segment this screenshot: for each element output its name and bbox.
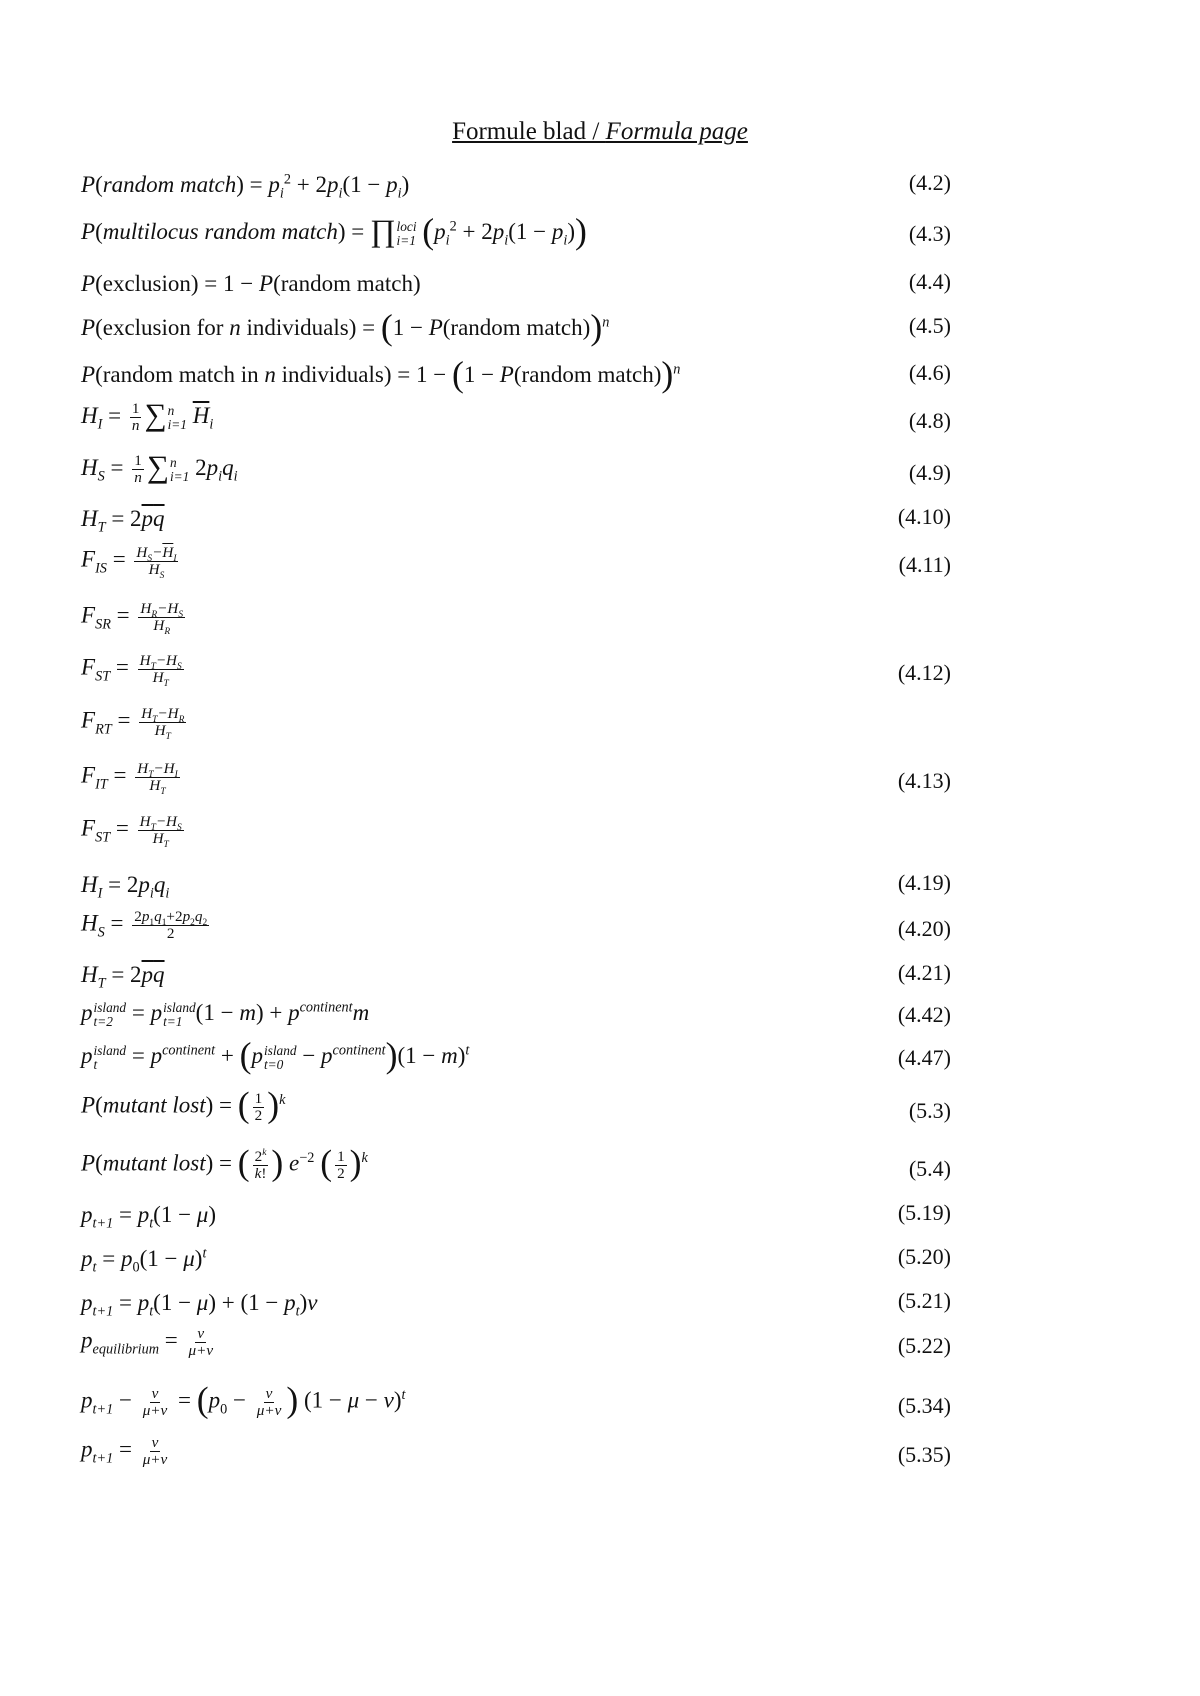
equation-row: [81, 162, 951, 202]
equation-number: (4.42): [897, 1002, 951, 1027]
equation: $p_{t+1}$ − $\frac{\nu}{\mu+\nu}$ = ($p_0$ − $\frac{\nu}{\mu+\nu}$ ) $(1 - \mu - \nu)^t$: [81, 1379, 406, 1420]
equation-row: [81, 396, 951, 440]
equation: P(random match) = $p_i^2 + 2p_i(1 - p_i)$: [81, 171, 410, 202]
equation: $F_{IT}$ = $\frac{H_T-H_I}{H_T}$: [81, 760, 178, 798]
equation: $H_T = 2\overline{p}\overline{q}$: [81, 506, 165, 536]
equation: $F_{ST}$ = $\frac{H_T-H_S}{H_T}$: [81, 652, 182, 690]
equation: $F_{IS}$ = $\frac{H_S-\overline{H}_I}{H_S}$: [81, 544, 177, 582]
equation: $p_t = p_0(1 - \mu)^t$: [81, 1245, 207, 1276]
equation-number: (5.19): [897, 1200, 951, 1225]
equation-number: (4.12): [897, 660, 951, 685]
equation-number: (5.21): [897, 1288, 951, 1313]
equation-row: [81, 600, 951, 640]
equation-number: (4.11): [898, 552, 951, 577]
equation: $p_{equilibrium}$ = $\frac{\nu}{\mu+\nu}$: [81, 1325, 214, 1360]
equation: P(mutant lost) = ( $\frac{1}{2}$ )$^k$: [81, 1084, 286, 1125]
equation: $H_S$ = $\frac{1}{n}$ ∑ n i=1 $2p_iq_i$: [81, 448, 238, 487]
equation-number: (4.3): [908, 221, 951, 246]
equation-row: [81, 1325, 951, 1365]
equation-row: [81, 448, 951, 492]
equation-number: (4.21): [897, 960, 951, 985]
equation-row: [81, 261, 951, 301]
equation: P(random match in n individuals) = 1 − (1 − P(random match))$^n$: [81, 354, 681, 394]
equation-row: [81, 652, 951, 692]
equation: $p_{t+1} = p_t(1 - \mu)$: [81, 1202, 217, 1232]
equation-number: (5.35): [897, 1442, 951, 1467]
equation-number: (4.19): [897, 870, 951, 895]
equation: $H_T = 2\overline{p}\overline{q}$: [81, 962, 165, 992]
equation-row: [81, 813, 951, 853]
equation-number: (5.20): [897, 1244, 951, 1269]
equation-row: [81, 862, 951, 902]
equation-row: [81, 952, 951, 992]
equation-row: [81, 1142, 951, 1188]
equation-number: (4.10): [897, 504, 951, 529]
equation: P(exclusion) = 1 − P(random match): [81, 271, 421, 296]
equation: $p_{t+1} = p_t(1 - \mu) + (1 - p_t)\nu$: [81, 1290, 318, 1320]
equation: $H_I = 2p_iq_i$: [81, 872, 170, 902]
equation-number: (4.4): [908, 269, 951, 294]
equation-number: (5.34): [897, 1393, 951, 1418]
equation-number: (4.8): [908, 408, 951, 433]
equation-row: [81, 1084, 951, 1130]
equation-row: [81, 544, 951, 584]
equation-row: [81, 908, 951, 948]
equation-row: [81, 1034, 951, 1077]
equation: p island t = $p^{continent} + (p$ island t=0 − $p^{continent})(1 - m)^t$: [81, 1034, 470, 1075]
equation: p island t=2 = p island t=1 $(1 - m) + p^{continent}m$: [81, 999, 370, 1029]
equation-row: [81, 305, 951, 345]
equation-row: [81, 705, 951, 745]
equation-number: (4.9): [908, 460, 951, 485]
equation-number: (4.2): [908, 170, 951, 195]
equation: $H_I$ = $\frac{1}{n}$ ∑ n i=1 $\overline{H}_i$: [81, 396, 214, 435]
equation: $F_{RT}$ = $\frac{H_T-H_R}{H_T}$: [81, 705, 185, 743]
equation-number: (5.22): [897, 1333, 951, 1358]
equation-row: [81, 496, 951, 536]
equation-number: (4.13): [897, 768, 951, 793]
equation-number: (4.6): [908, 360, 951, 385]
equation-row: [81, 1434, 951, 1474]
equation: $p_{t+1}$ = $\frac{\nu}{\mu+\nu}$: [81, 1434, 168, 1469]
equation-row: [81, 1236, 951, 1276]
equation-row: [81, 1379, 951, 1425]
equation-row: [81, 210, 951, 253]
equation: P(mutant lost) = ( $\frac{2^k}{k!}$ ) $e^{-2}$ ( $\frac{1}{2}$ )$^k$: [81, 1142, 368, 1183]
equation-row: [81, 760, 951, 800]
equation-number: (4.47): [897, 1045, 951, 1070]
equation-row: [81, 352, 951, 392]
equation-row: [81, 1280, 951, 1320]
page-title: Formule blad / Formula page: [452, 118, 748, 145]
equation: $H_S$ = $\frac{2p_1q_1+2p_2q_2}{2}$: [81, 908, 208, 943]
equation: P(exclusion for n individuals) = (1 − P(random match))$^n$: [81, 307, 610, 347]
equation-number: (4.20): [897, 916, 951, 941]
equation-number: (4.5): [908, 313, 951, 338]
equation: $F_{ST}$ = $\frac{H_T-H_S}{H_T}$: [81, 813, 182, 851]
equation-row: [81, 1192, 951, 1232]
equation-row: [81, 994, 951, 1034]
equation: P(multilocus random match) = ∏ loci i=1 $(p_i^2 + 2p_i(1 - p_i))$: [81, 210, 587, 251]
equation-number: (5.3): [908, 1098, 951, 1123]
equation: $F_{SR}$ = $\frac{H_R-H_S}{H_R}$: [81, 600, 184, 638]
equation-number: (5.4): [908, 1156, 951, 1181]
